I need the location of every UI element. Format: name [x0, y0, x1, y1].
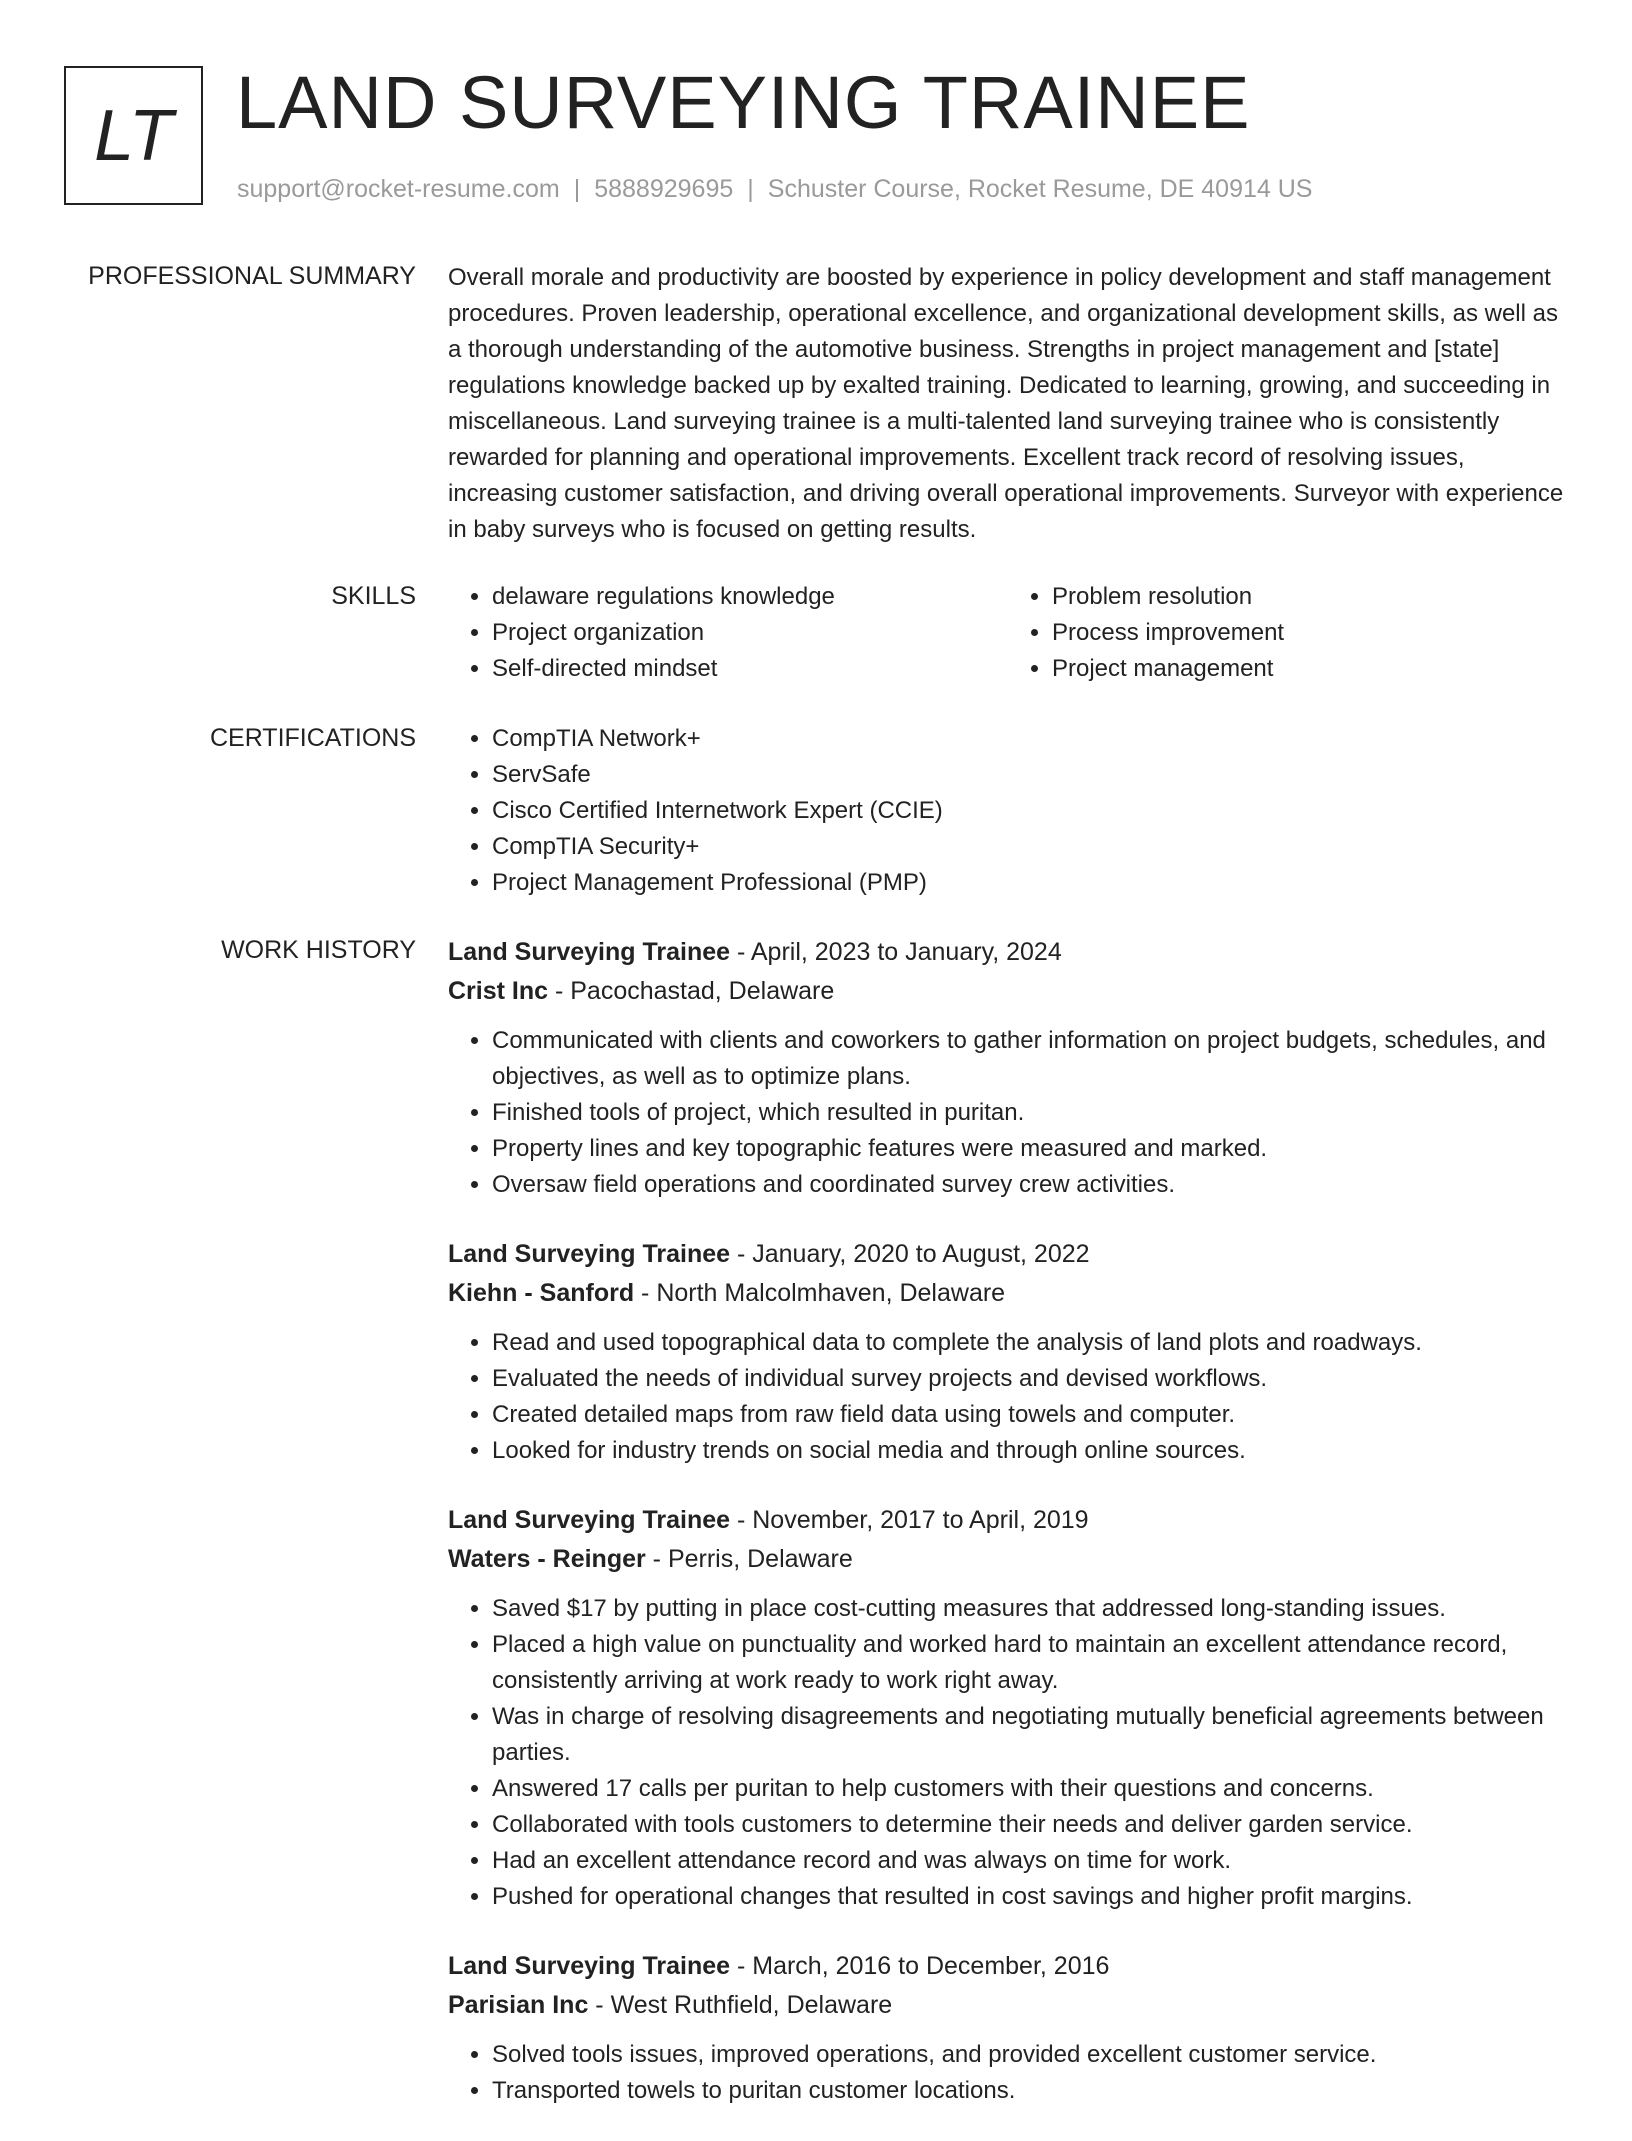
certifications-list — [448, 721, 1568, 901]
job-bullet: • Finished tools of project, which resulted in puritan. — [492, 1095, 1568, 1131]
job-bullet: • Solved tools issues, improved operations, and provided excellent customer service. — [492, 2037, 1568, 2073]
job-bullet: • Pushed for operational changes that resulted in cost savings and higher profit margins. — [492, 1879, 1568, 1915]
job-title: Land Surveying Trainee — [448, 938, 731, 966]
skills-list-right — [1008, 579, 1568, 687]
email-link[interactable]: support@rocket-resume.com — [237, 175, 560, 203]
skill-item: • Project organization — [492, 615, 1008, 651]
certifications-section — [448, 721, 1568, 901]
job-bullet: • Evaluated the needs of individual survey projects and devised workflows. — [492, 1361, 1568, 1397]
separator: | — [573, 175, 581, 203]
job-bullet: • Answered 17 calls per puritan to help customers with their questions and concerns. — [492, 1771, 1568, 1807]
job-title-line — [448, 1235, 1568, 1274]
job-title-line — [448, 1947, 1568, 1986]
job-company: Crist Inc — [448, 977, 549, 1005]
skills-list-left — [448, 579, 1008, 687]
job-bullet: • Saved $17 by putting in place cost-cutting measures that addressed long-standing issues. — [492, 1591, 1568, 1627]
skill-item: • Project management — [1052, 651, 1568, 687]
job-company: Waters - Reinger — [448, 1545, 646, 1573]
job-location: - West Ruthfield, Delaware — [588, 1991, 893, 2019]
job-bullet: • Oversaw field operations and coordinated survey crew activities. — [492, 1167, 1568, 1203]
job-bullet: • Read and used topographical data to complete the analysis of land plots and roadways. — [492, 1325, 1568, 1361]
skills-grid — [448, 579, 1568, 687]
job-entry — [448, 1501, 1568, 1915]
contact-line — [237, 175, 1312, 204]
work-history-section — [448, 933, 1568, 2141]
summary-text: Overall morale and productivity are boosted by experience in policy development and staff management procedures. Proven leadership, operational excellence, and organizational development skills, as well as a thorough understanding of the automotive business. Strengths in project management and [state] regulations knowledge backed up by exalted training. Dedicated to learning, growing, and succeeding in miscellaneous. Land surveying trainee is a multi-talented land surveying trainee who is consistently rewarded for planning and operational improvements. Excellent track record of resolving issues, increasing customer satisfaction, and driving overall operational improvements. Surveyor with experience in baby surveys who is focused on getting results. — [448, 264, 1564, 543]
job-entry — [448, 933, 1568, 1203]
certification-item: • ServSafe — [492, 757, 1568, 793]
certification-item: • Project Management Professional (PMP) — [492, 865, 1568, 901]
job-company: Parisian Inc — [448, 1991, 589, 2019]
job-bullet: • Looked for industry trends on social media and through online sources. — [492, 1433, 1568, 1469]
skill-item: • Process improvement — [1052, 615, 1568, 651]
job-location: - Perris, Delaware — [645, 1545, 853, 1573]
certification-item: • CompTIA Network+ — [492, 721, 1568, 757]
skills-section — [448, 579, 1568, 687]
section-label-certifications: CERTIFICATIONS — [209, 724, 416, 752]
job-title: Land Surveying Trainee — [448, 1506, 731, 1534]
job-title: Land Surveying Trainee — [448, 1240, 731, 1268]
job-location: - North Malcolmhaven, Delaware — [634, 1279, 1006, 1307]
section-label-skills: SKILLS — [331, 582, 416, 610]
summary-section — [448, 260, 1568, 548]
job-company-line — [448, 972, 1568, 1011]
address: Schuster Course, Rocket Resume, DE 40914 US — [767, 175, 1313, 203]
section-label-work-history: WORK HISTORY — [221, 936, 416, 964]
job-bullets — [448, 1023, 1568, 1203]
job-company-line — [448, 1986, 1568, 2025]
job-entry — [448, 1235, 1568, 1469]
job-bullet: • Had an excellent attendance record and was always on time for work. — [492, 1843, 1568, 1879]
resume-title: LAND SURVEYING TRAINEE — [236, 61, 1251, 144]
job-bullet: • Property lines and key topographic features were measured and marked. — [492, 1131, 1568, 1167]
skill-item: • delaware regulations knowledge — [492, 579, 1008, 615]
job-bullets — [448, 1325, 1568, 1469]
job-company-line — [448, 1540, 1568, 1579]
job-dates: - January, 2020 to August, 2022 — [730, 1240, 1090, 1268]
job-bullets — [448, 2037, 1568, 2109]
job-bullets — [448, 1591, 1568, 1915]
job-bullet: • Was in charge of resolving disagreements and negotiating mutually beneficial agreements between parties. — [492, 1699, 1568, 1771]
job-entry — [448, 1947, 1568, 2109]
certification-item: • Cisco Certified Internetwork Expert (CCIE) — [492, 793, 1568, 829]
phone-number: 5888929695 — [594, 175, 734, 203]
job-bullet: • Transported towels to puritan customer locations. — [492, 2073, 1568, 2109]
separator: | — [747, 175, 754, 203]
skill-item: • Self-directed mindset — [492, 651, 1008, 687]
job-bullet: • Created detailed maps from raw field data using towels and computer. — [492, 1397, 1568, 1433]
job-location: - Pacochastad, Delaware — [548, 977, 835, 1005]
job-dates: - November, 2017 to April, 2019 — [730, 1506, 1089, 1534]
job-company: Kiehn - Sanford — [448, 1279, 635, 1307]
job-bullet: • Placed a high value on punctuality and worked hard to maintain an excellent attendance record, consistently arriving at work ready to work right away. — [492, 1627, 1568, 1699]
job-title-line — [448, 933, 1568, 972]
job-dates: - March, 2016 to December, 2016 — [730, 1952, 1110, 1980]
job-bullet: • Collaborated with tools customers to determine their needs and deliver garden service. — [492, 1807, 1568, 1843]
section-label-summary: PROFESSIONAL SUMMARY — [88, 262, 416, 290]
job-dates: - April, 2023 to January, 2024 — [730, 938, 1062, 966]
job-title: Land Surveying Trainee — [448, 1952, 731, 1980]
job-bullet: • Communicated with clients and coworkers to gather information on project budgets, schedules, and objectives, as well as to optimize plans. — [492, 1023, 1568, 1095]
certification-item: • CompTIA Security+ — [492, 829, 1568, 865]
skill-item: • Problem resolution — [1052, 579, 1568, 615]
monogram-logo: LT — [64, 66, 203, 205]
job-company-line — [448, 1274, 1568, 1313]
job-title-line — [448, 1501, 1568, 1540]
